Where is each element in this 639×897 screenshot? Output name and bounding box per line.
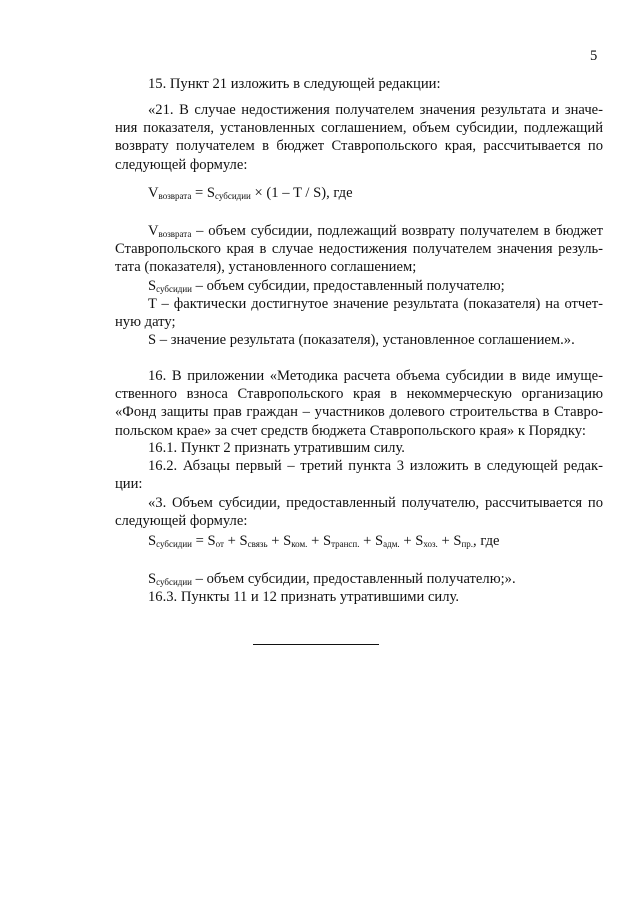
definition-t: T – фактически достигнутое значение результата (показателя) на отчет- ную дату; — [115, 296, 603, 331]
refund-formula: $V_{возврата} = S_{субсидии} \times (1 - T / S)$, где — [148, 185, 353, 201]
item-15-text: «21. В случае недостижения получателем значения результата и значе- ния показателя, установленных соглашением, объем субсидии, подлежащий возврату получателем в бюджет Ставропольского края, рассчитывается по следующей формуле: — [115, 102, 603, 173]
item-15-heading: 15. Пункт 21 изложить в следующей редакции: — [148, 76, 441, 92]
closing-rule — [253, 644, 379, 645]
subsidy-formula: $S_{субсидии} = S_{от} + S_{связь} + S_{ком.} + S_{трансп.} + S_{адм.} + S_{хоз.} + S_{пр.}$, где — [148, 533, 500, 549]
definition-s-subsidy-2: $S_{субсидии}$ – объем субсидии, предоставленный получателю;». — [148, 571, 516, 587]
item-16-1: 16.1. Пункт 2 признать утратившим силу. — [148, 440, 405, 456]
definition-s-subsidy: $S_{субсидии}$ – объем субсидии, предоставленный получателю; — [148, 278, 505, 294]
item-16-3: 16.3. Пункты 11 и 12 признать утратившими силу. — [148, 589, 460, 605]
item-16-quote: «3. Объем субсидии, предоставленный получателю, рассчитывается по следующей формуле: — [115, 495, 603, 530]
definition-v-refund: $V_{возврата}$ – объем субсидии, подлежащий возврату получателем в бюджет Ставропольского края в случае недостижения получателем значения резуль- тата (показателя), установленного соглашением; — [115, 223, 603, 276]
item-16-2: 16.2. Абзацы первый – третий пункта 3 изложить в следующей редак- ции: — [115, 458, 603, 493]
page-number: 5 — [590, 48, 598, 64]
definition-s-value: S – значение результата (показателя), установленное соглашением.». — [148, 332, 575, 348]
item-16-text: 16. В приложении «Методика расчета объема субсидии в виде имуще- ственного взноса Ставропольского края в некоммерческую организацию «Фонд защиты прав граждан – участников долевого строительства в Ставро- польском крае» за счет средств бюджета Ставропольского края» к Порядку: — [115, 368, 603, 439]
